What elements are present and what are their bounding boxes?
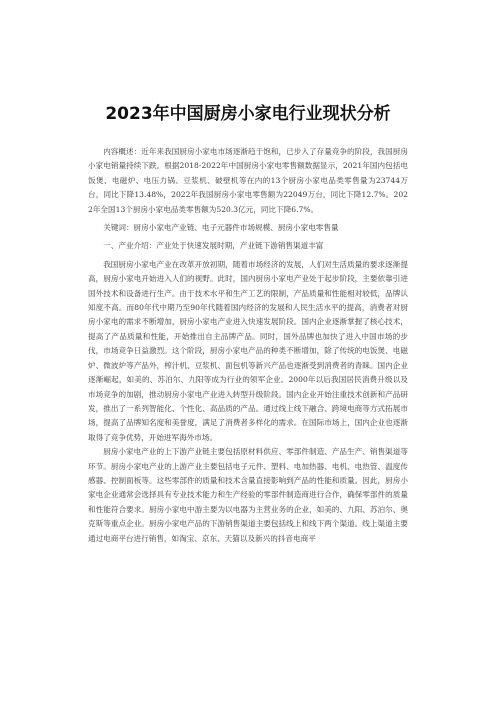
- body-paragraph-history: 我国厨房小家电产业在改革开放初期，随着市场经济的发展，人们对生活质量的要求逐渐提高，厨房小家电开始进入人们的视野。此时，国内厨房小家电产业处于起步阶段，主要依靠引进国外技术和设备进行生产。由于技术水平和生产工艺的限制，产品质量和性能相对较低，品牌认知度不高。而80年代中期乃至90年代随着国内经济的发展和人民生活水平的提高，消费者对厨房小家电的需求不断增加，厨房小家电产业进入快速发展阶段。国内企业逐渐掌握了核心技术，提高了产品质量和性能，开始推出自主品牌产品。同时，国外品牌也加快了进入中国市场的步伐，市场竞争日益激烈。这个阶段，厨房小家电产品的种类不断增加，除了传统的电饭煲、电磁炉、微波炉等产品外，榨汁机、豆浆机、面包机等新兴产品也逐渐受到消费者的青睐。国内企业逐渐崛起，如美的、苏泊尔、九阳等成为行业的领军企业。2000年以后我国居民消费升级以及市场竞争的加剧，推动厨房小家电产业进入转型升级阶段。国内企业开始注重技术创新和产品研发，推出了一系列智能化、个性化、高品质的产品。通过线上线下融合、跨境电商等方式拓展市场，提高了品牌知名度和美誉度，满足了消费者多样化的需求。在国际市场上，国内企业也逐渐取得了竞争优势，开始进军海外市场。: [88, 259, 408, 442]
- summary-paragraph: 内容概述：近年来我国厨房小家电市场逐渐趋于饱和，已步入了存量竞争的阶段，我国厨房小家电销量持续下跌。根据2018-2022年中国厨房小家电零售额数据显示，2021年国内包括电饭煲、电磁炉、电压力锅、豆浆机、破壁机等在内的13个厨房小家电品类零售量为23744万台，同比下降13.48%，2022年我国厨房小家电零售额为22049万台，同比下降12.7%。2022年全国13个厨房小家电品类零售额为520.3亿元，同比下降6.7%。: [88, 147, 408, 214]
- body-paragraph-industry-chain: 厨房小家电产业的上下游产业链主要包括原材料供应、零部件制造、产品生产、销售渠道等环节。厨房小家电产业的上游产业主要包括电子元件、塑料、电加热器、电机、电热管、温度传感器、控制面板等。这些零部件的质量和技术含量直接影响到产品的性能和质量。因此，厨房小家电企业通常会选择具有专业技术能力和生产经验的零部件制造商进行合作，确保零部件的质量和性能符合要求。厨房小家电中游主要为以电器为主营业务的企业，如美的、九阳、苏泊尔、奥克斯等重点企业。厨房小家电产品的下游销售渠道主要包括线上和线下两个渠道。线上渠道主要通过电商平台进行销售，如淘宝、京东、天猫以及新兴的抖音电商平: [88, 447, 408, 543]
- keywords-paragraph: 关键词：厨房小家电产业链、电子元器件市场规模、厨房小家电零售量: [103, 223, 339, 233]
- section-heading: 一、产业介绍：产业处于快速发展时期，产业链下游销售渠道丰富: [103, 241, 324, 251]
- document-body: [88, 145, 408, 546]
- page-title: 2023年中国厨房小家电行业现状分析: [105, 104, 391, 124]
